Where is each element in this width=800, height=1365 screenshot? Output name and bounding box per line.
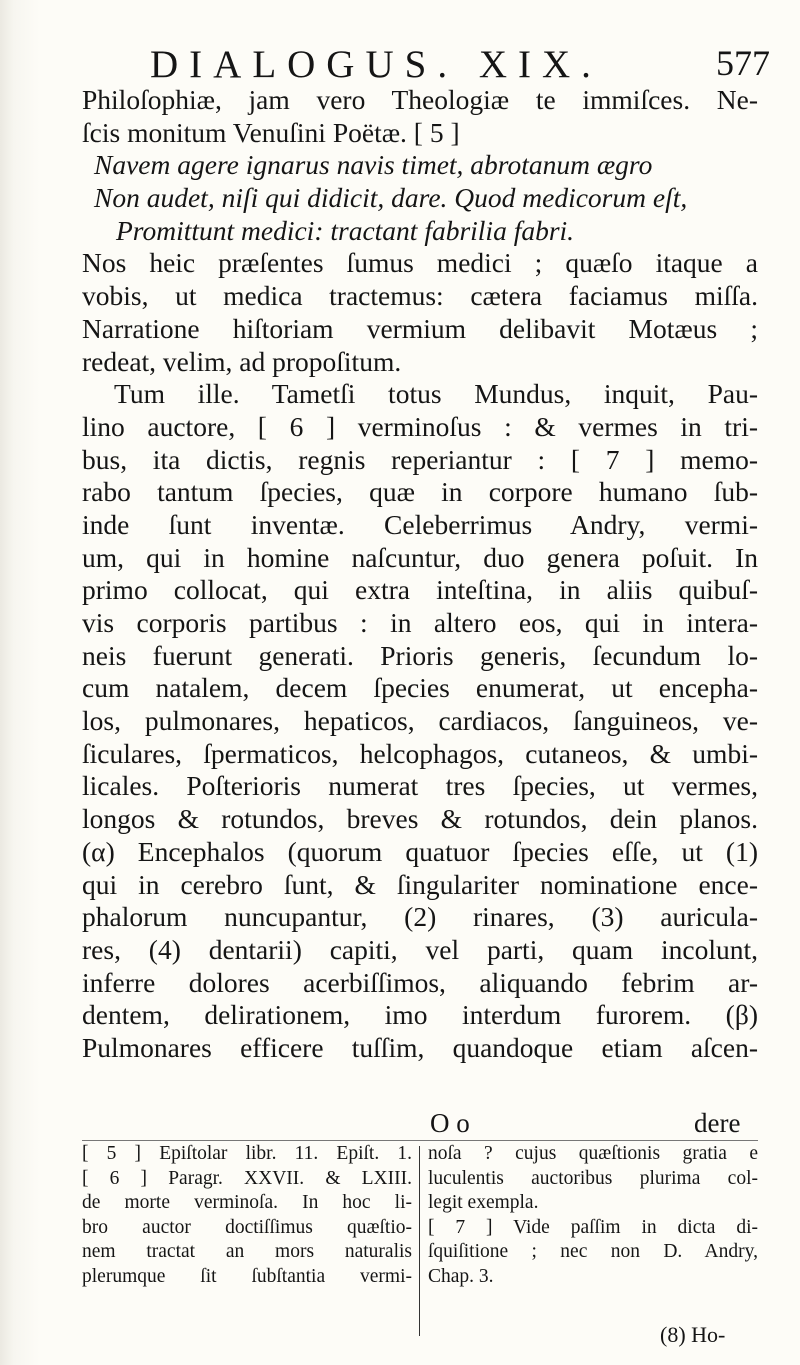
footnotes-left-column: [82, 1142, 412, 1290]
footnote-line: legit exempla.: [428, 1192, 539, 1214]
text-line: inde ſunt inventæ. Celeberrimus Andry, vermi-: [82, 508, 758, 540]
text-line: Narratione hiſtoriam vermium delibavit Motæus ;: [82, 312, 758, 344]
text-line: Non audet, niſi qui didicit, dare. Quod medicorum eſt,: [94, 182, 688, 214]
text-line: Promittunt medici: tractant fabrilia fabri.: [116, 214, 575, 246]
text-line: licales. Poſterioris numerat tres ſpecies, ut vermes,: [82, 770, 758, 802]
footnote-line: [ 5 ] Epiſtolar libr. 11. Epiſt. 1.: [82, 1143, 412, 1164]
footnote-line: noſa ? cujus quæſtionis gratia e: [428, 1143, 758, 1164]
page-number: 577: [716, 43, 770, 83]
text-line: redeat, velim, ad propoſitum.: [82, 345, 402, 377]
text-line: res, (4) dentarii) capiti, vel parti, quam incolunt,: [82, 933, 758, 965]
running-head-title: DIALOGUS. XIX.: [150, 43, 602, 86]
text-line: cum natalem, decem ſpecies enumerat, ut encepha-: [82, 672, 758, 704]
footnote-line: Chap. 3.: [428, 1265, 494, 1287]
footnote-line: [ 6 ] Paragr. XXVII. & LXIII.: [82, 1167, 412, 1189]
text-line: longos & rotundos, breves & rotundos, dein planos.: [82, 803, 758, 835]
text-line: Navem agere ignarus navis timet, abrotanum ægro: [94, 149, 653, 181]
footnote-line: [ 7 ] Vide paſſim in dicta di-: [428, 1216, 758, 1238]
text-line: Tum ille. Tametſi totus Mundus, inquit, Pau-: [114, 378, 758, 410]
text-line: neis fuerunt generati. Prioris generis, ſecundum lo-: [82, 639, 758, 671]
footnote-rule: [82, 1140, 758, 1141]
text-line: los, pulmonares, hepaticos, cardiacos, ſanguineos, ve-: [82, 705, 758, 737]
footnote-line: ſquiſitione ; nec non D. Andry,: [428, 1241, 758, 1263]
footnote-line: plerumque ſit ſubſtantia vermi-: [82, 1265, 412, 1287]
text-line: phalorum nuncupantur, (2) rinares, (3) auricula-: [82, 901, 758, 933]
text-line: primo collocat, qui extra inteſtina, in aliis quibuſ-: [82, 574, 758, 606]
footnote-line: nem tractat an mors naturalis: [82, 1241, 412, 1263]
text-line: Nos heic præſentes ſumus medici ; quæſo itaque a: [82, 247, 758, 279]
catchword: dere: [694, 1108, 741, 1138]
text-line: Pulmonares efficere tuſſim, quandoque etiam aſcen-: [82, 1031, 758, 1063]
next-footnote-start: (8) Ho-: [660, 1322, 726, 1347]
footnote-line: de morte verminoſa. In hoc li-: [82, 1192, 412, 1214]
text-line: lino auctore, [ 6 ] verminoſus : & vermes in tri-: [82, 410, 758, 442]
main-text-block: [82, 84, 758, 1065]
text-line: bus, ita dictis, regnis reperiantur : [ 7 ] memo-: [82, 443, 758, 475]
footnotes-right-column: [428, 1142, 758, 1290]
text-line: inferre dolores acerbiſſimos, aliquando febrim ar-: [82, 966, 758, 998]
footnote-line: bro auctor doctiſſimus quæſtio-: [82, 1216, 412, 1238]
text-line: ſcis monitum Venuſini Poëtæ. [ 5 ]: [82, 116, 460, 148]
signature-mark: O o: [430, 1108, 470, 1138]
text-line: qui in cerebro ſunt, & ſingulariter nominatione ence-: [82, 868, 758, 900]
text-line: Philoſophiæ, jam vero Theologiæ te immiſces. Ne-: [82, 84, 758, 115]
text-line: vis corporis partibus : in altero eos, qui in intera-: [82, 607, 758, 638]
footnote-line: luculentis auctoribus plurima col-: [428, 1167, 758, 1189]
text-line: (α) Encephalos (quorum quatuor ſpecies eſſe, ut (1): [82, 835, 758, 867]
text-line: dentem, delirationem, imo interdum furorem. (β): [82, 999, 758, 1031]
text-line: um, qui in homine naſcuntur, duo genera poſuit. In: [82, 541, 758, 573]
text-line: ſiculares, ſpermaticos, helcophagos, cutaneos, & umbi-: [82, 737, 758, 769]
text-line: vobis, ut medica tractemus: cætera faciamus miſſa.: [82, 280, 758, 312]
text-line: rabo tantum ſpecies, quæ in corpore humano ſub-: [82, 476, 758, 508]
footnote-column-divider: [419, 1146, 420, 1336]
